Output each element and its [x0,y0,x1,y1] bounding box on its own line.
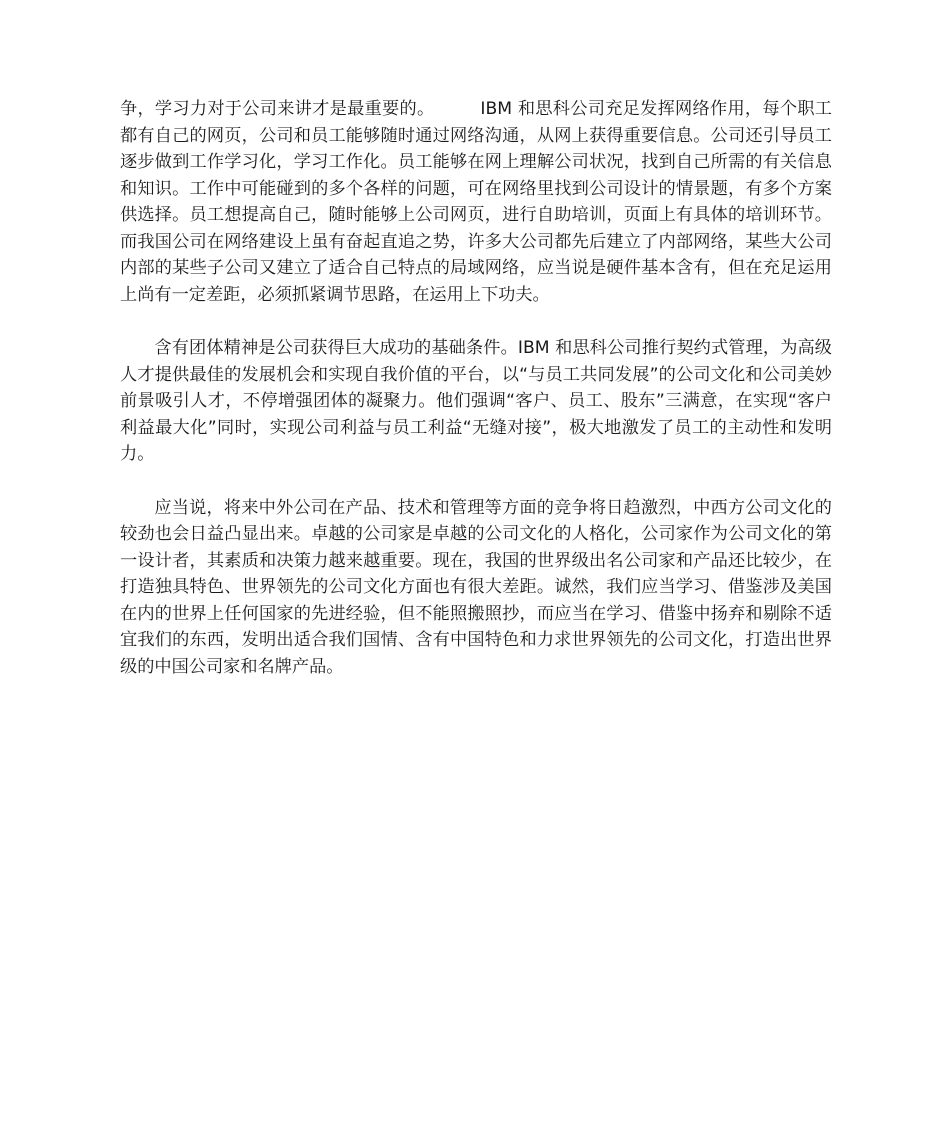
paragraph-2: 含有团体精神是公司获得巨大成功的基础条件。IBM 和思科公司推行契约式管理，为高级人才提供最佳的发展机会和实现自我价值的平台，以“与员工共同发展”的公司文化和公司美妙前景吸引人才，不停增强团体的凝聚力。他们强调“客户、员工、股东”三满意，在实现“客户利益最大化”同时，实现公司利益与员工利益“无缝对接”，极大地激发了员工的主动性和发明力。 [120,338,832,464]
paragraph-1-rest: IBM 和思科公司充足发挥网络作用，每个职工都有自己的网页，公司和员工能够随时通过网络沟通，从网上获得重要信息。公司还引导员工逐步做到工作学习化，学习工作化。员工能够在网上理解公司状况，找到自己所需的有关信息和知识。工作中可能碰到的多个各样的问题，可在网络里找到公司设计的情景题，有多个方案供选择。员工想提高自己，随时能够上公司网页，进行自助培训，页面上有具体的培训环节。而我国公司在网络建设上虽有奋起直追之势，许多大公司都先后建立了内部网络，某些大公司内部的某些子公司又建立了适合自己特点的局域网络，应当说是硬件基本含有，但在充足运用上尚有一定差距，必须抓紧调节思路，在运用上下功夫。 [120,99,832,305]
paragraph-3: 应当说，将来中外公司在产品、技术和管理等方面的竞争将日趋激烈，中西方公司文化的较劲也会日益凸显出来。卓越的公司家是卓越的公司文化的人格化，公司家作为公司文化的第一设计者，其素质和决策力越来越重要。现在，我国的世界级出名公司家和产品还比较少，在打造独具特色、世界领先的公司文化方面也有很大差距。诚然，我们应当学习、借鉴涉及美国在内的世界上任何国家的先进经验，但不能照搬照抄，而应当在学习、借鉴中扬弃和剔除不适宜我们的东西，发明出适合我们国情、含有中国特色和力求世界领先的公司文化，打造出世界级的中国公司家和名牌产品。 [120,497,832,677]
paragraph-gap [120,308,832,335]
paragraph-1 [120,96,832,308]
paragraph-1-lead: 争，学习力对于公司来讲才是最重要的。 [120,99,435,119]
document-body [120,96,832,680]
paragraph-gap [120,468,832,495]
